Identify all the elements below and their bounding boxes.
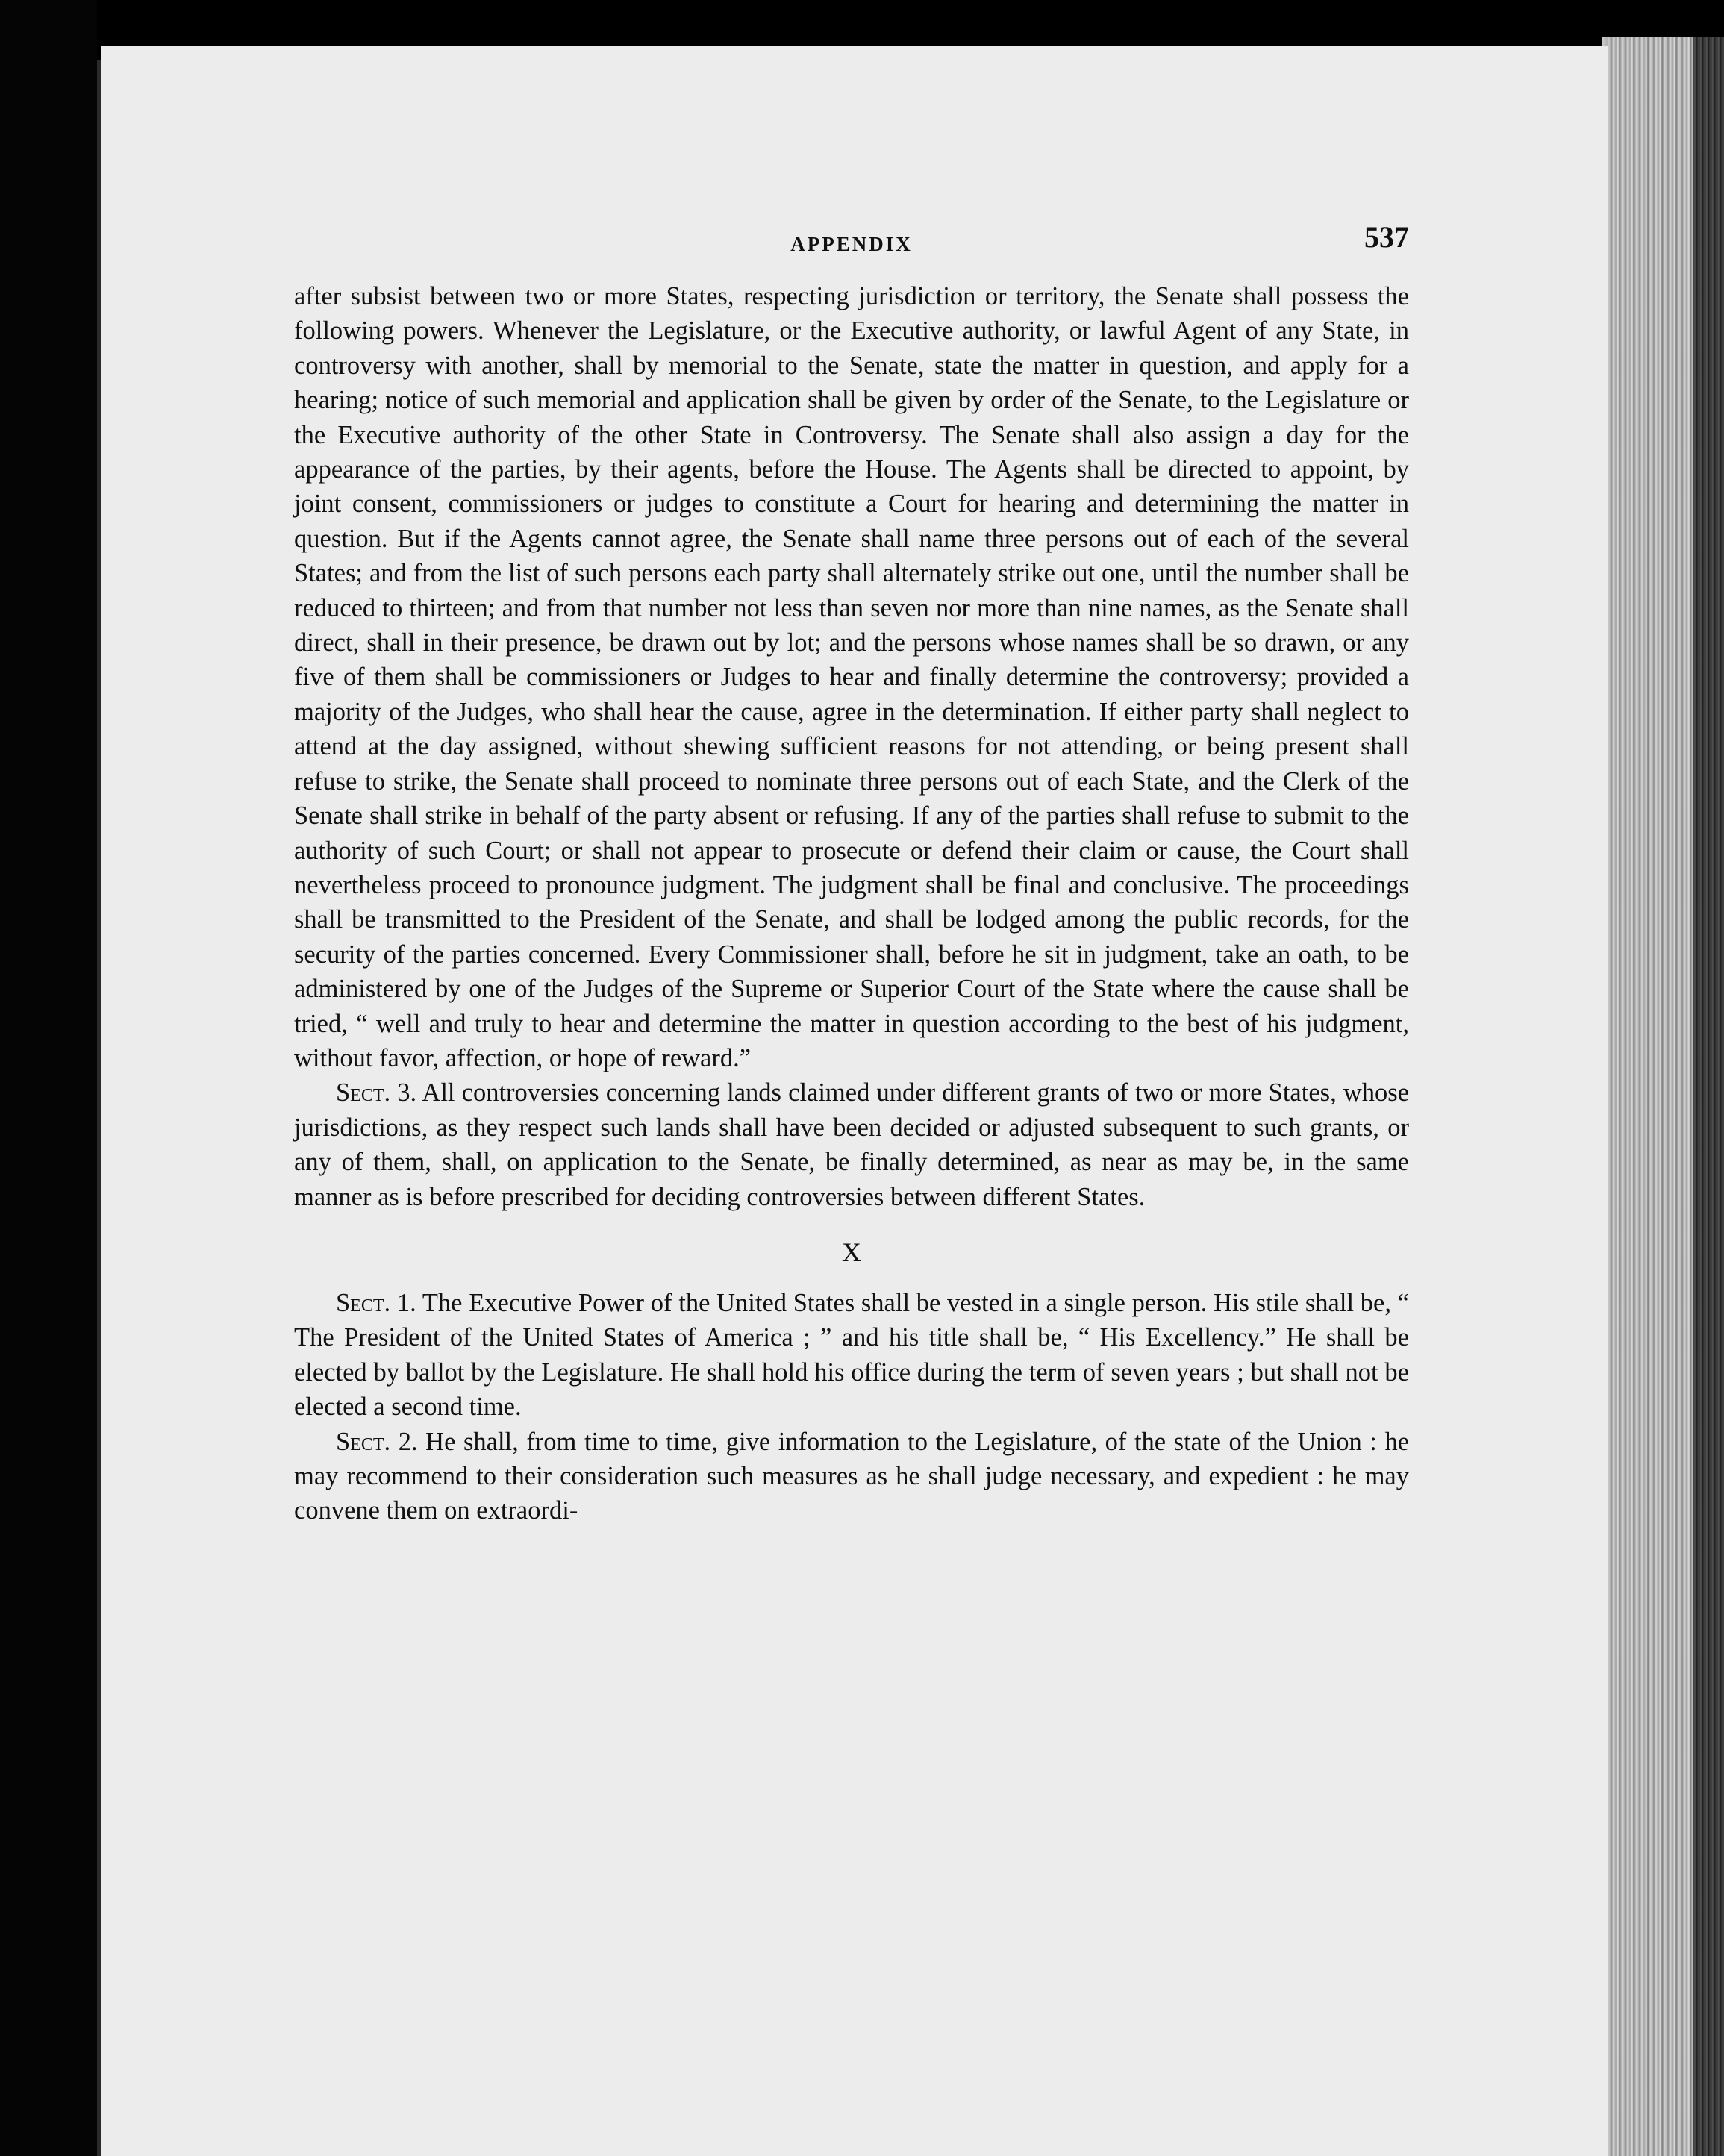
page-number: 537: [1364, 220, 1409, 254]
section-label: Sect. 3.: [336, 1078, 417, 1107]
body-text: [294, 279, 1409, 1528]
section-label: Sect. 2.: [336, 1427, 418, 1456]
section-label: Sect. 1.: [336, 1288, 416, 1317]
running-title: APPENDIX: [790, 233, 913, 255]
section-heading: X: [842, 1237, 861, 1267]
paragraph-text: He shall, from time to time, give information to the Legislature, of the state of the Union : he may recommend to their consideration such measures as he shall judge necessary, and expedient : he may convene them on extraordi-: [294, 1427, 1410, 1525]
paragraph-continuation: after subsist between two or more States, respecting jurisdiction or territory, the Senate shall possess the following powers. Whenever the Legislature, or the Executive authority, or lawful Agent of any State, in controversy with another, shall by memorial to the Senate, state the matter in question, and apply for a hearing; notice of such memorial and application shall be given by order of the Senate, to the Legislature or the Executive authority of the other State in Controversy. The Senate shall also assign a day for the appearance of the parties, by their agents, before the House. The Agents shall be directed to appoint, by joint consent, commissioners or judges to constitute a Court for hearing and determining the matter in question. But if the Agents cannot agree, the Senate shall name three persons out of each of the several States; and from the list of such persons each party shall alternately strike out one, until the number shall be reduced to thirteen; and from that number not less than seven nor more than nine names, as the Senate shall direct, shall in their presence, be drawn out by lot; and the persons whose names shall be so drawn, or any five of them shall be commissioners or Judges to hear and finally determine the controversy; provided a majority of the Judges, who shall hear the cause, agree in the determination. If either party shall neglect to attend at the day assigned, without shewing sufficient reasons for not attending, or being present shall refuse to strike, the Senate shall proceed to nominate three persons out of each State, and the Clerk of the Senate shall strike in behalf of the party absent or refusing. If any of the parties shall refuse to submit to the authority of such Court; or shall not appear to prosecute or defend their claim or cause, the Court shall nevertheless proceed to pronounce judgment. The judgment shall be final and conclusive. The proceedings shall be transmitted to the President of the Senate, and shall be lodged among the public records, for the security of the parties concerned. Every Commissioner shall, before he sit in judgment, take an oath, to be administered by one of the Judges of the Supreme or Superior Court of the State where the cause shall be tried, “ well and truly to hear and determine the matter in question according to the best of his judgment, without favor, affection, or hope of reward.”: [294, 282, 1409, 1072]
book-page: [101, 46, 1608, 2156]
running-head: [294, 219, 1409, 264]
paragraph-sect-2: [294, 1425, 1409, 1528]
left-binding: [0, 0, 97, 2156]
paragraph-sect-1: [294, 1286, 1409, 1425]
paragraph-text: The Executive Power of the United States shall be vested in a single person. His stile shall be, “ The President of the United States of America ; ” and his title shall be, “ His Excellency.” He shall be elected by ballot by the Legislature. He shall hold his office during the term of seven years ; but shall not be elected a second time.: [294, 1288, 1409, 1422]
book-cover-edge: [1693, 37, 1724, 2156]
paragraph-sect-3: [294, 1075, 1409, 1214]
paragraph-text: All controversies concerning lands claimed under different grants of two or more States, whose jurisdictions, as they respect such lands shall have been decided or adjusted subsequent to such grants, or any of them, shall, on application to the Senate, be finally determined, as near as may be, in the same manner as is before prescribed for deciding controversies between different States.: [294, 1078, 1409, 1211]
